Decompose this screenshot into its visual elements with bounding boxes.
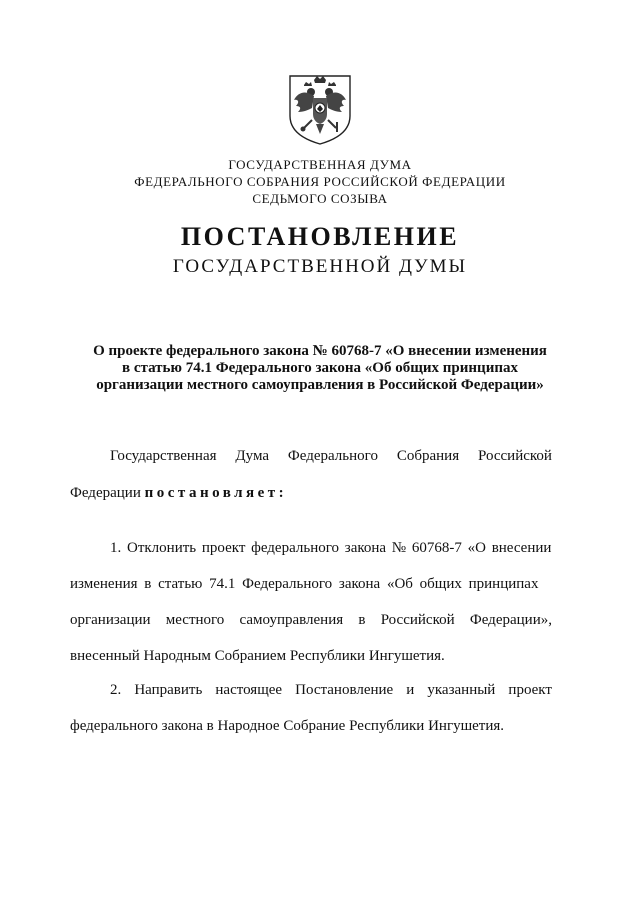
subject-heading: [0, 343, 640, 394]
item1-word: Федерации»,: [469, 612, 552, 628]
preamble-line-2: [70, 485, 287, 502]
russian-coat-of-arms-icon: [284, 72, 356, 146]
item1-word: в: [358, 612, 366, 628]
preamble-word: Российской: [478, 448, 552, 464]
item2-line-2: федерального закона в Народное Собрание Республики Ингушетия.: [70, 718, 505, 734]
subject-line-1: О проекте федерального закона № 60768-7 «О внесении изменения: [93, 343, 547, 359]
subject-line-2: в статью 74.1 Федерального закона «Об общих принципах: [122, 360, 518, 376]
preamble-word: Государственная: [110, 448, 217, 464]
preamble-word: Федерации: [70, 485, 141, 501]
item1-line-2: изменения в статью 74.1 Федерального закона «Об общих принципах: [70, 576, 539, 592]
item1-word: самоуправления: [239, 612, 344, 628]
item2-word: Направить: [134, 682, 203, 698]
item2-word: указанный: [427, 682, 496, 698]
item1-word: организации: [70, 612, 151, 628]
preamble-word: Федерального: [287, 448, 378, 464]
item1-line-3: [70, 612, 552, 629]
item1-line-4: внесенный Народным Собранием Республики Ингушетия.: [70, 648, 445, 664]
item1-word: местного: [165, 612, 225, 628]
subject-line-3: организации местного самоуправления в Российской Федерации»: [96, 377, 544, 393]
item2-word: и: [406, 682, 415, 698]
document-subtitle: ГОСУДАРСТВЕННОЙ ДУМЫ: [172, 256, 468, 277]
item2-word: проект: [508, 682, 552, 698]
item2-line-1: [110, 682, 552, 699]
item1-word: Российской: [380, 612, 455, 628]
org-line-3: СЕДЬМОГО СОЗЫВА: [252, 191, 388, 206]
org-line-1: ГОСУДАРСТВЕННАЯ ДУМА: [228, 157, 412, 172]
item2-word: настоящее: [215, 682, 283, 698]
preamble-word: Собрания: [396, 448, 460, 464]
org-line-2: ФЕДЕРАЛЬНОГО СОБРАНИЯ РОССИЙСКОЙ ФЕДЕРАЦИИ: [134, 174, 506, 189]
item2-word: 2.: [110, 682, 122, 698]
preamble-word: Дума: [235, 448, 270, 464]
preamble-line-1: [110, 448, 552, 465]
document-title: ПОСТАНОВЛЕНИЕ: [180, 222, 460, 251]
item2-word: Постановление: [295, 682, 394, 698]
item1-line-1: 1. Отклонить проект федерального закона № 60768-7 «О внесении: [110, 540, 552, 556]
resolves-word: постановляет:: [144, 485, 288, 501]
